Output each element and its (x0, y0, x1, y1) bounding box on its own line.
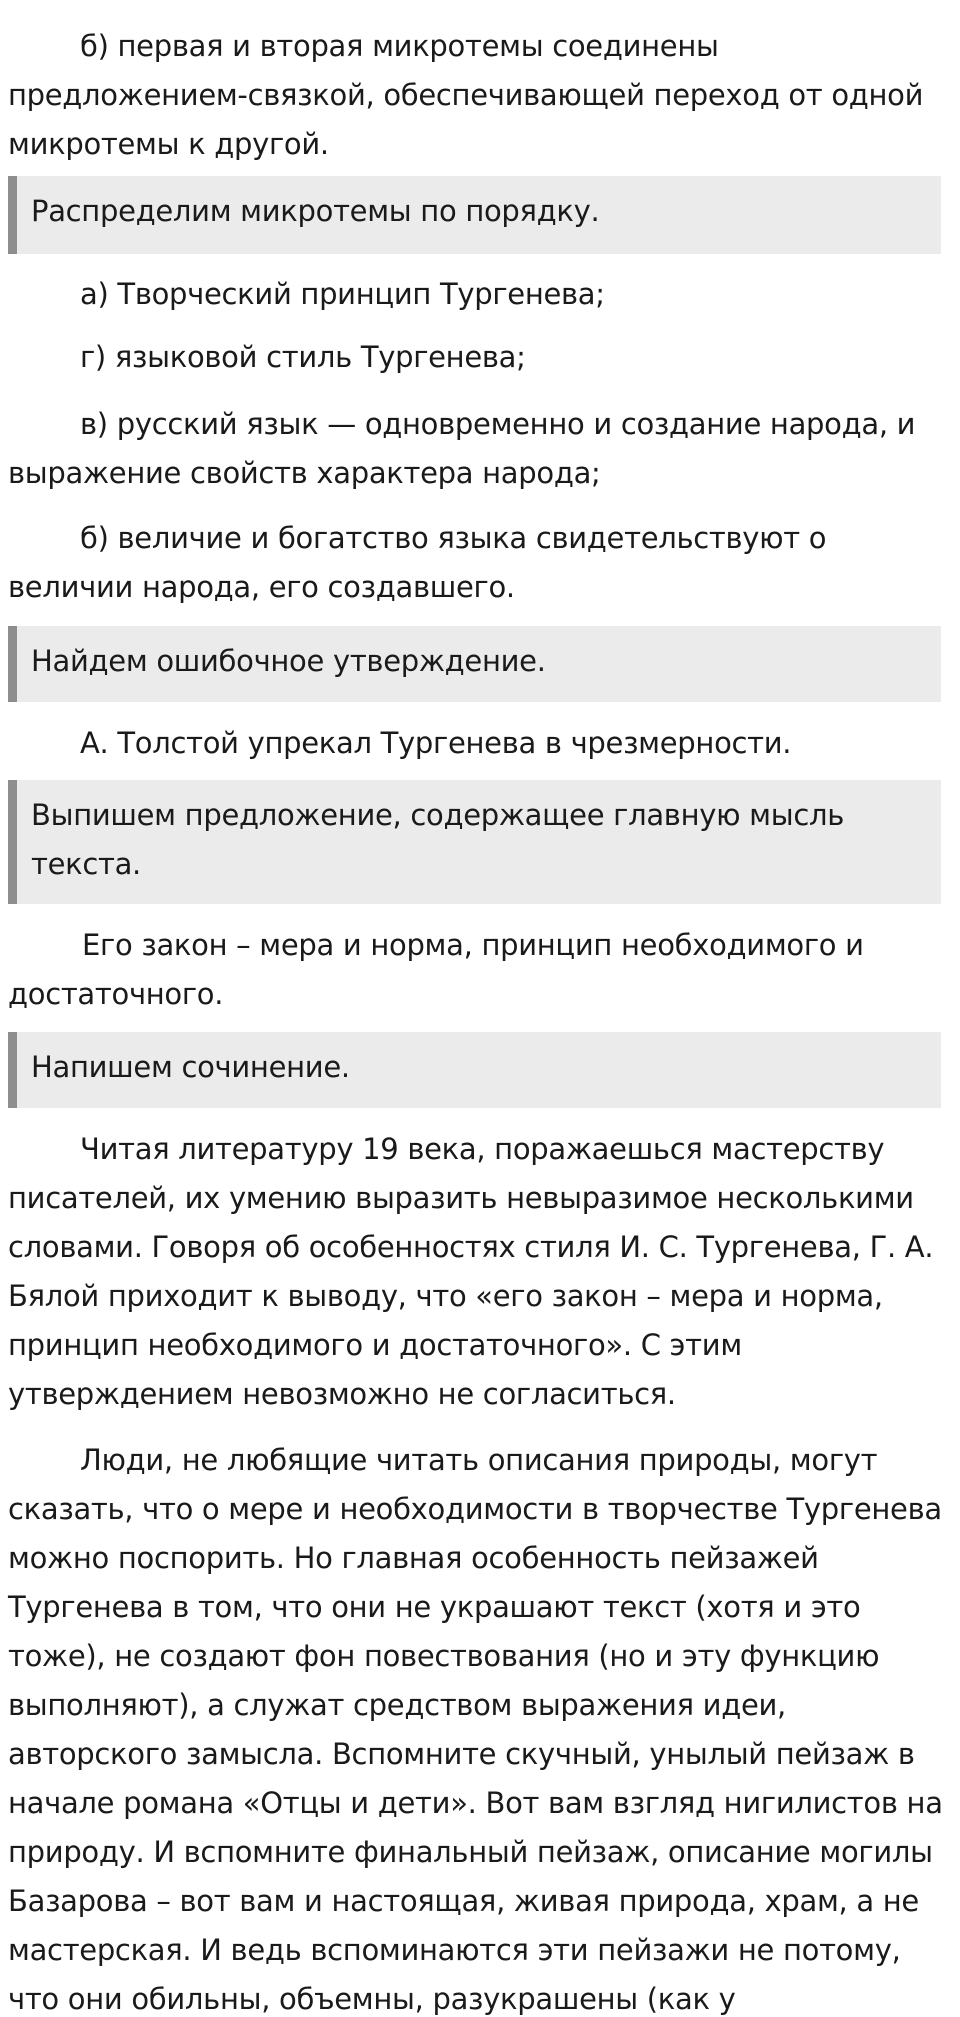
paragraph-item-g: г) языковой стиль Тургенева; (80, 340, 526, 374)
highlight-task-distribute (8, 176, 941, 254)
task-heading: Напишем сочинение. (31, 1050, 350, 1084)
paragraph-essay-2: Люди, не любящие читать описания природы, могут сказать, что о мере и необходимости в творчестве Тургенева можно поспорить. Но главная особенность пейзажей Тургенева в том, что они не украшают текст (хотя и это тоже), не создают фон повествования (но и эту функцию выполняют), а служат средством выражения идеи, авторского замысла. Вспомните скучный, унылый пейзаж в начале романа «Отцы и дети». Вот вам взгляд нигилистов на природу. И вспомните финальный пейзаж, описание могилы Базарова – вот вам и настоящая, живая природа, храм, а не мастерская. И ведь вспоминаются эти пейзажи не потому, что они обильны, объемны, разукрашены (как у (8, 1443, 943, 2016)
paragraph-answer-main-thought: Его закон – мера и норма, принцип необходимого и достаточного. (8, 928, 864, 1011)
paragraph-answer-error: А. Толстой упрекал Тургенева в чрезмерности. (80, 726, 792, 760)
paragraph-item-b: б) величие и богатство языка свидетельствуют о величии народа, его создавшего. (8, 521, 827, 604)
highlight-task-error (8, 626, 941, 702)
task-heading: Распределим микротемы по порядку. (31, 194, 600, 228)
task-heading: Найдем ошибочное утверждение. (31, 644, 546, 678)
highlight-task-main-thought (8, 780, 941, 904)
paragraph-microtheme-b: б) первая и вторая микротемы соединены предложением-связкой, обеспечивающей переход от одной микротемы к другой. (8, 29, 924, 161)
highlight-task-essay (8, 1032, 941, 1108)
paragraph-item-a: а) Творческий принцип Тургенева; (80, 277, 605, 311)
paragraph-item-v: в) русский язык — одновременно и создание народа, и выражение свойств характера народа; (8, 407, 916, 490)
paragraph-essay-1: Читая литературу 19 века, поражаешься мастерству писателей, их умению выразить невыразимое несколькими словами. Говоря об особенностях стиля И. С. Тургенева, Г. А. Бялой приходит к выводу, что «его закон – мера и норма, принцип необходимого и достаточного». С этим утверждением невозможно не согласиться. (8, 1132, 934, 1411)
task-heading: Выпишем предложение, содержащее главную мысль текста. (31, 798, 845, 881)
